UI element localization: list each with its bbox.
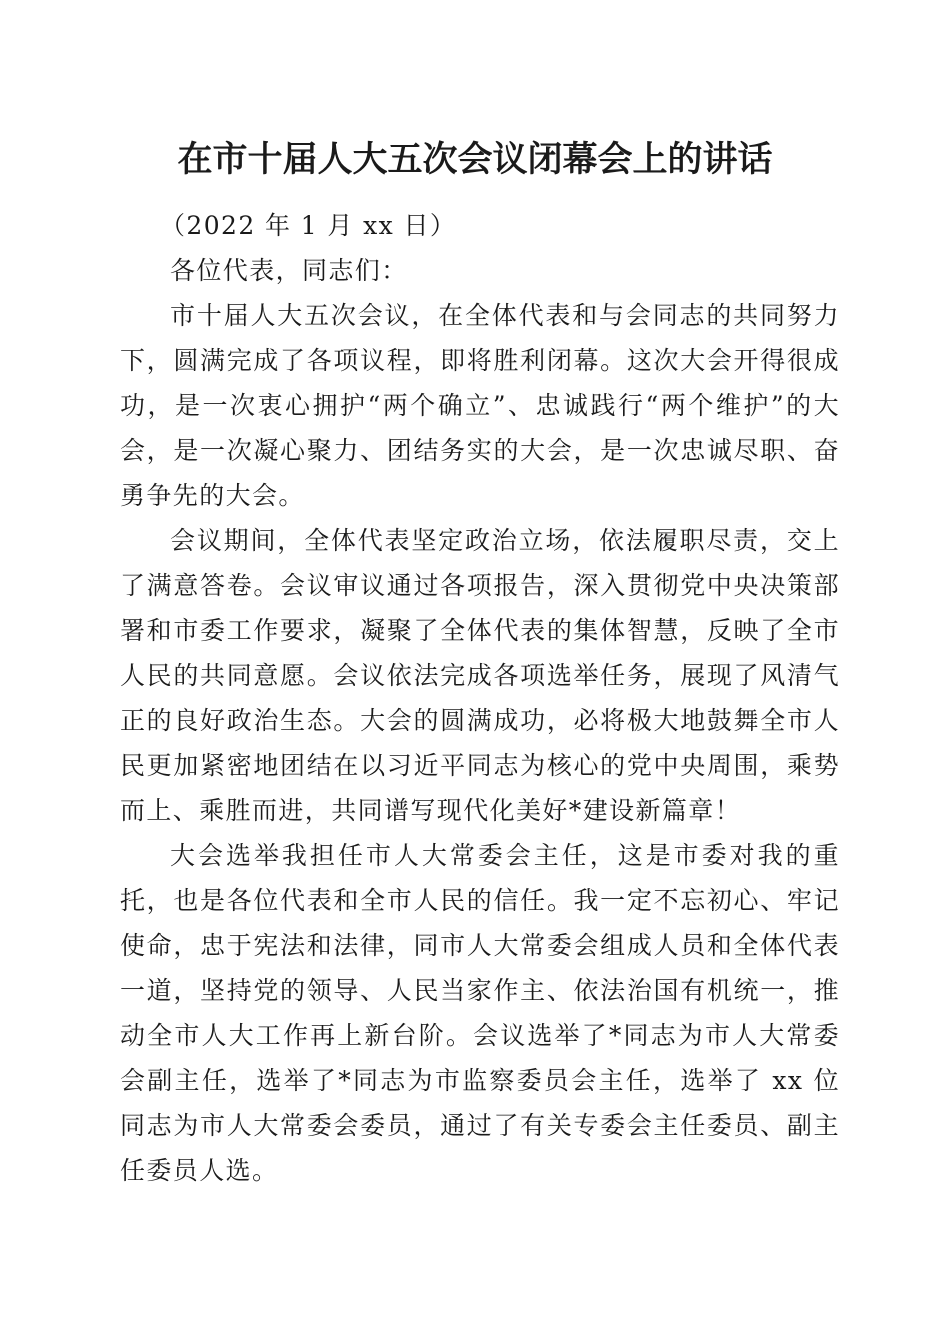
date-line: （2022 年 1 月 xx 日） — [160, 211, 457, 240]
paragraph-3: 大会选举我担任市人大常委会主任，这是市委对我的重托，也是各位代表和全市人民的信任。我一定不忘初心、牢记使命，忠于宪法和法律，同市人大常委会组成人员和全体代表一道，坚持党的领导、人民当家作主、依法治国有机统一，推动全市人大工作再上新台阶。会议选举了*同志为市人大常委会副主任，选举了*同志为市监察委员会主任，选举了 xx 位同志为市人大常委会委员，通过了有关专委会主任委员、副主任委员人选。 — [120, 841, 840, 1185]
paragraph-1: 市十届人大五次会议，在全体代表和与会同志的共同努力下，圆满完成了各项议程，即将胜利闭幕。这次大会开得很成功，是一次衷心拥护“两个确立”、忠诚践行“两个维护”的大会，是一次凝心聚力、团结务实的大会，是一次忠诚尽职、奋勇争先的大会。 — [120, 301, 840, 510]
salutation: 各位代表，同志们： — [170, 256, 408, 285]
paragraph-2: 会议期间，全体代表坚定政治立场，依法履职尽责，交上了满意答卷。会议审议通过各项报告，深入贯彻党中央决策部署和市委工作要求，凝聚了全体代表的集体智慧，反映了全市人民的共同意愿。会议依法完成各项选举任务，展现了风清气正的良好政治生态。大会的圆满成功，必将极大地鼓舞全市人民更加紧密地团结在以习近平同志为核心的党中央周围，乘势而上、乘胜而进，共同谱写现代化美好*建设新篇章！ — [120, 526, 840, 825]
document-body — [120, 203, 840, 1193]
document-title: 在市十届人大五次会议闭幕会上的讲话 — [177, 139, 773, 180]
